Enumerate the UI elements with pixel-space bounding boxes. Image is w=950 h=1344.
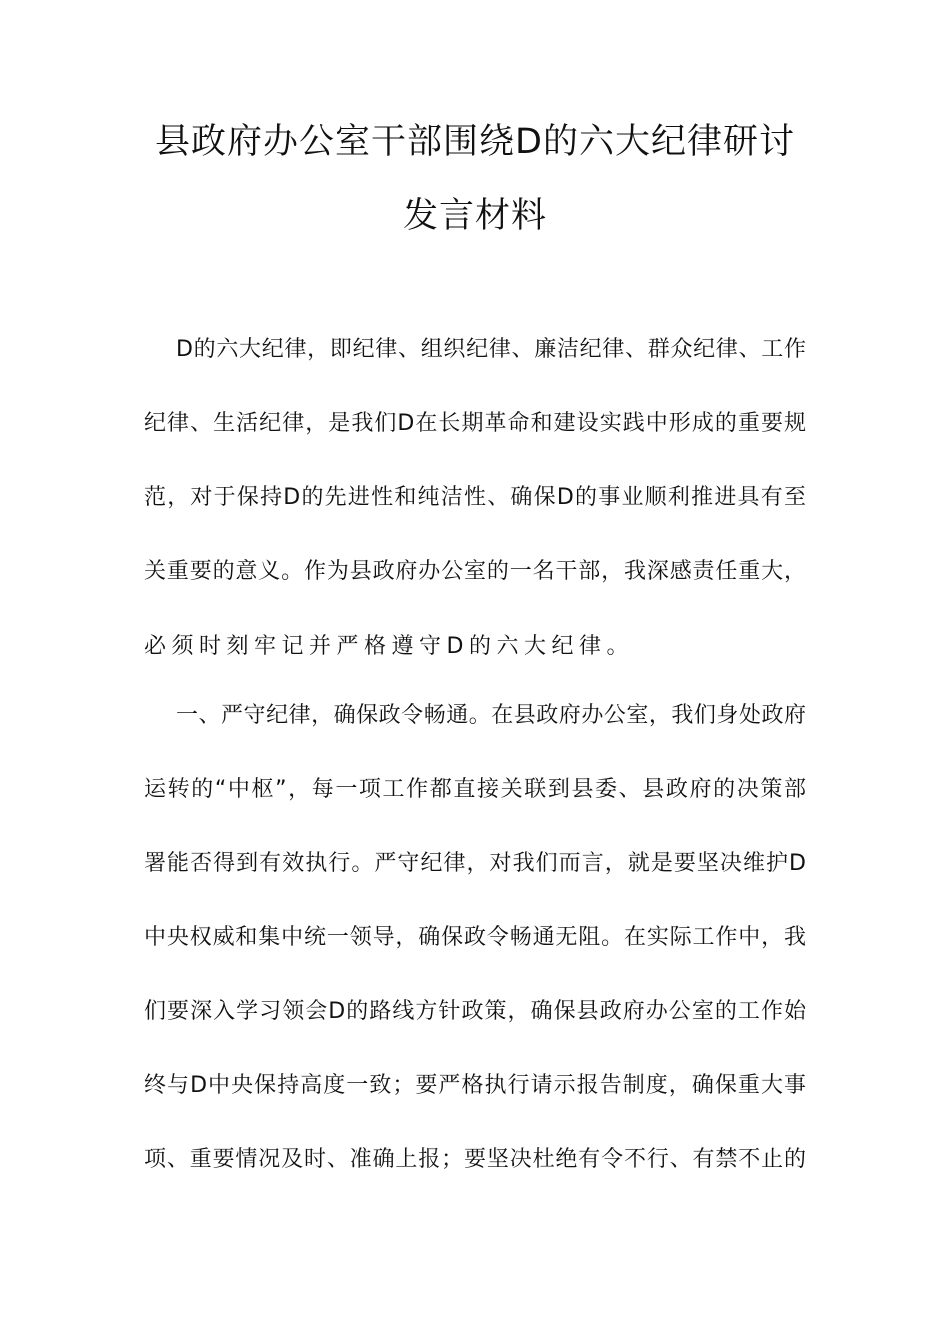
text-line: D的六大纪律，即纪律、组织纪律、廉洁纪律、群众纪律、工作 xyxy=(176,337,806,362)
text-line: 项、重要情况及时、准确上报；要坚决杜绝有令不行、有禁不止的 xyxy=(144,1147,806,1172)
text-line: 范，对于保持D的先进性和纯洁性、确保D的事业顺利推进具有至 xyxy=(144,485,806,510)
text-line: 一、严守纪律，确保政令畅通。在县政府办公室，我们身处政府 xyxy=(176,703,806,728)
text-line: 终与D中央保持高度一致；要严格执行请示报告制度，确保重大事 xyxy=(144,1073,806,1098)
text-line: 纪律、生活纪律，是我们D在长期革命和建设实践中形成的重要规 xyxy=(144,411,806,436)
text-line: 中央权威和集中统一领导，确保政令畅通无阻。在实际工作中，我 xyxy=(144,925,806,950)
text-line: 运转的“中枢”，每一项工作都直接关联到县委、县政府的决策部 xyxy=(144,777,806,802)
document-title-line-2: 发言材料 xyxy=(402,196,547,236)
document-title-line-1: 县政府办公室干部围绕D的六大纪律研讨 xyxy=(155,122,795,162)
text-line: 们要深入学习领会D的路线方针政策，确保县政府办公室的工作始 xyxy=(144,999,806,1024)
text-line: 署能否得到有效执行。严守纪律，对我们而言，就是要坚决维护D xyxy=(144,851,806,876)
text-line: 必须时刻牢记并严格遵守D的六大纪律。 xyxy=(144,634,634,659)
text-line: 关重要的意义。作为县政府办公室的一名干部，我深感责任重大， xyxy=(144,559,806,584)
